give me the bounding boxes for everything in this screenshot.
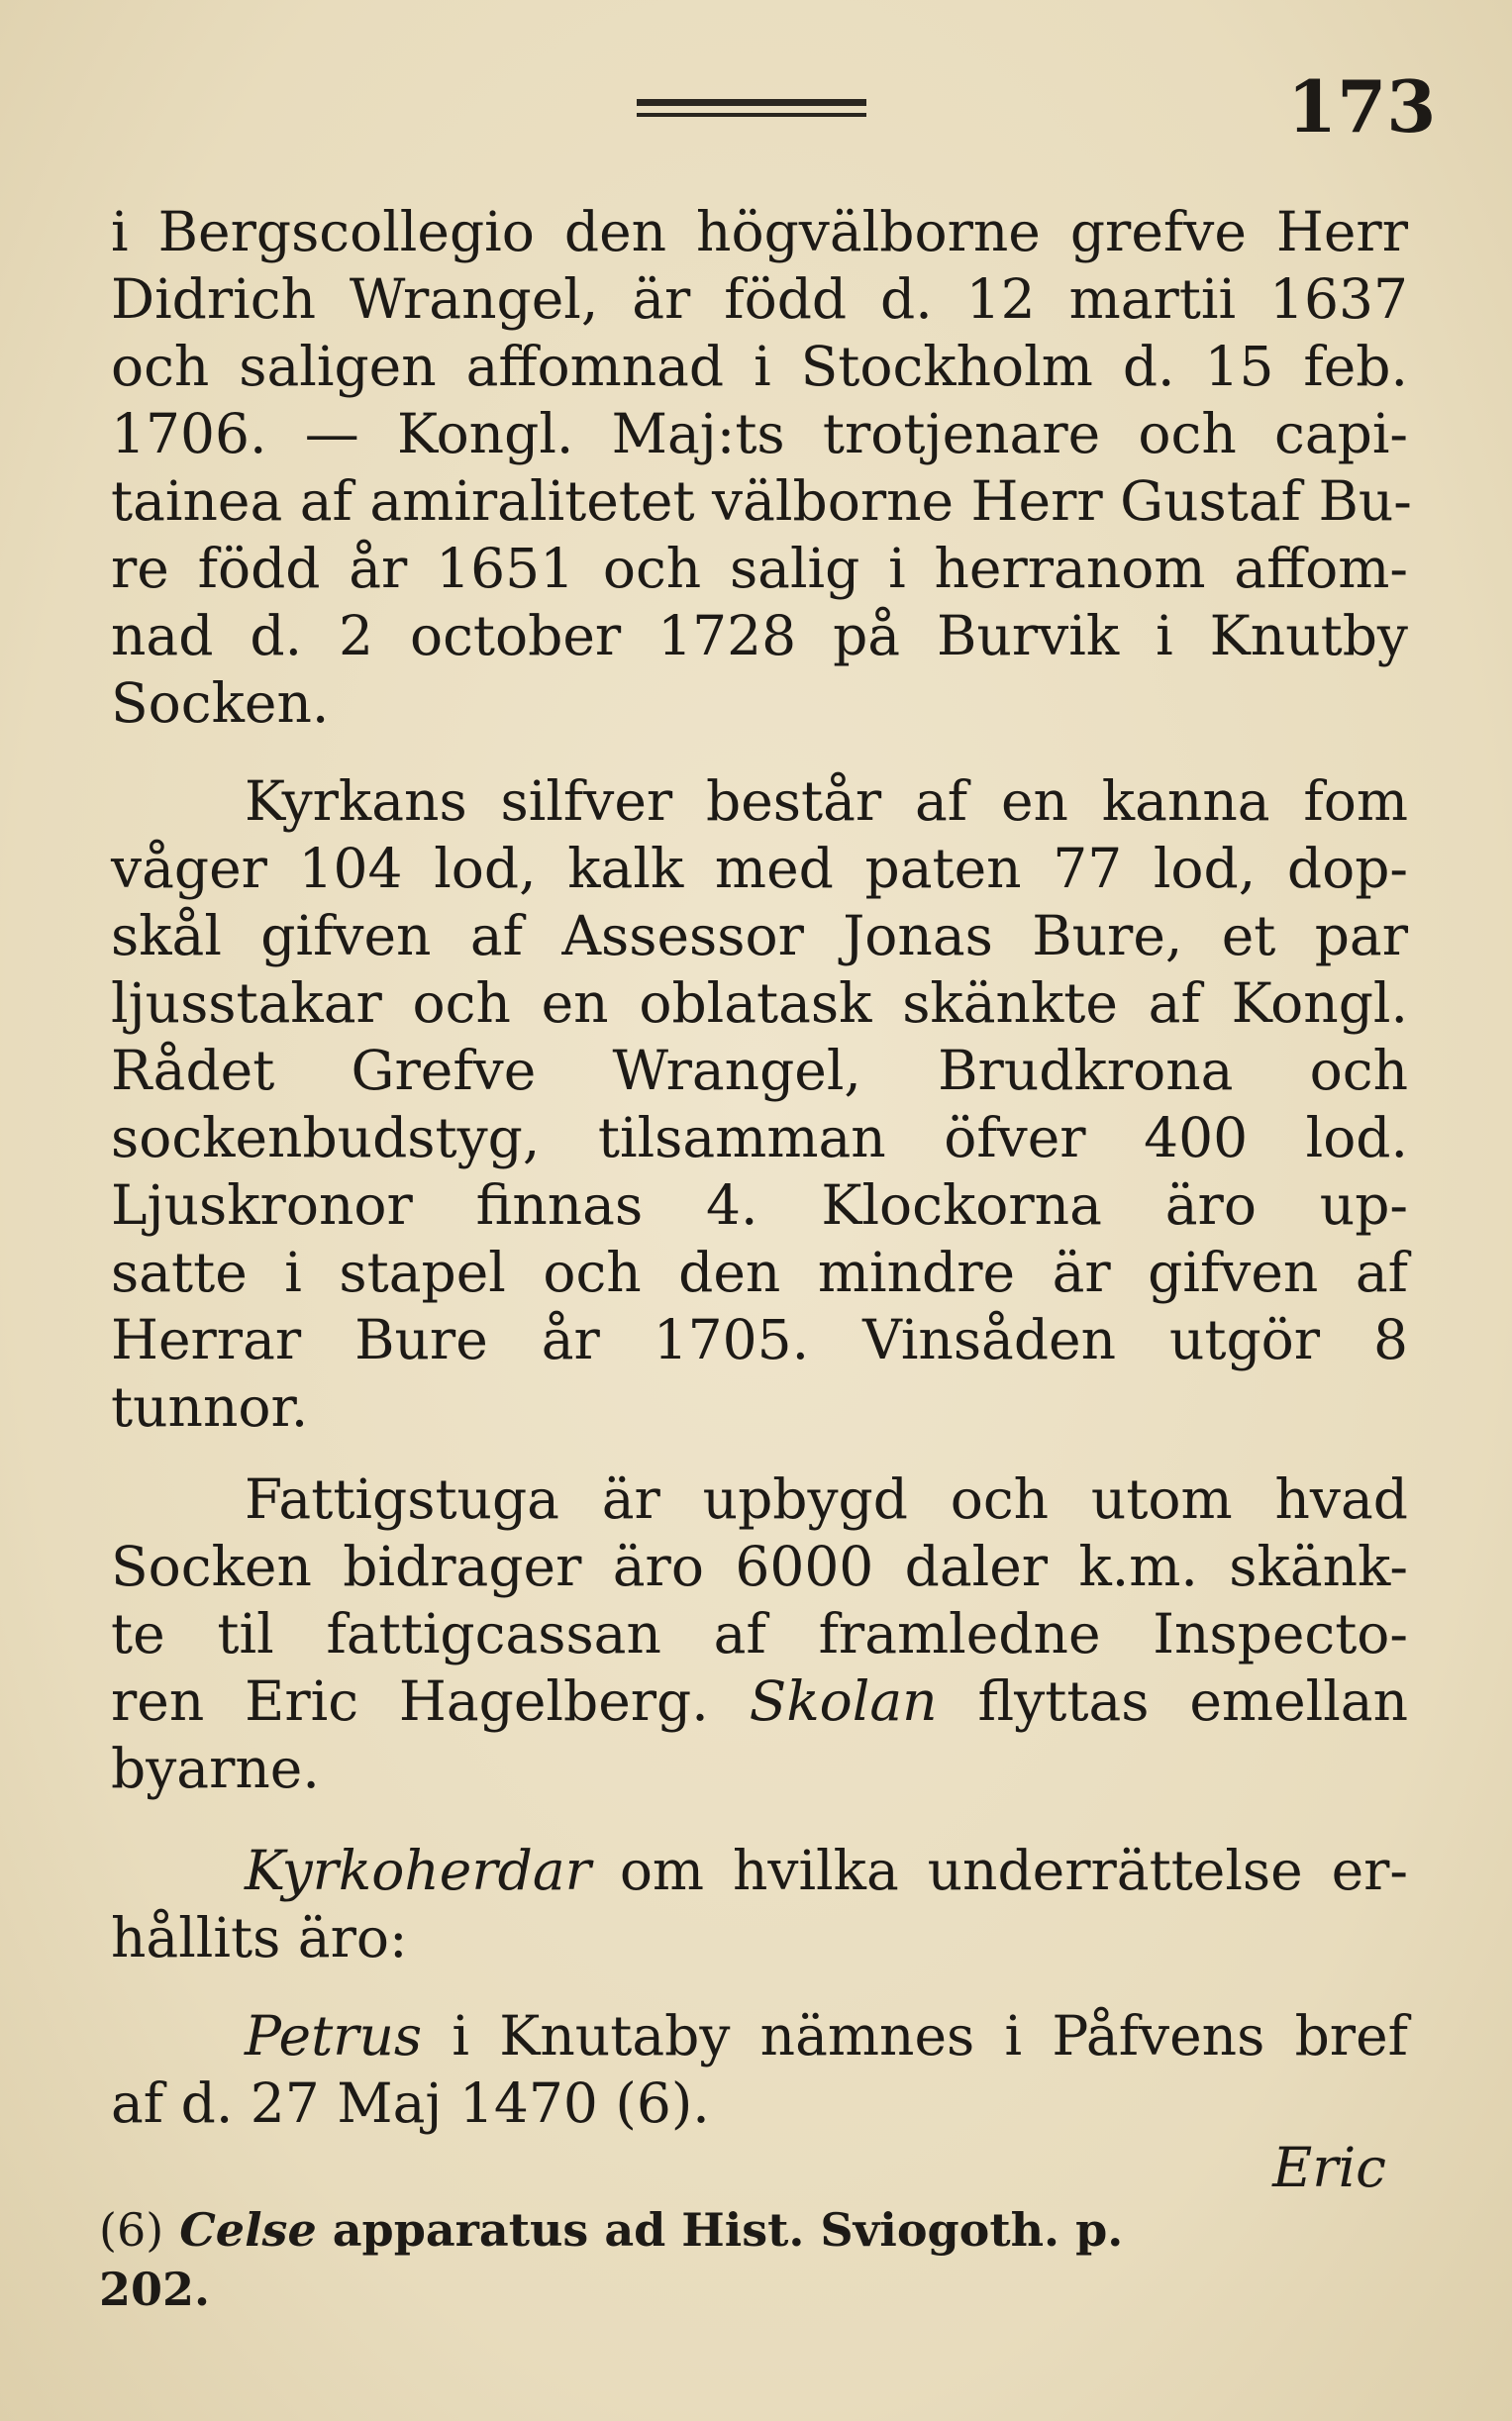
text-line: i Bergscollegio den högvälborne grefve Herr — [111, 200, 1408, 263]
italic-term: Petrus — [245, 2004, 423, 2068]
paragraph-1 — [111, 198, 1412, 737]
header-rule-thick — [637, 99, 866, 106]
text-line: af d. 27 Maj 1470 (6). — [111, 2071, 710, 2135]
footnote-text: apparatus ad Hist. Sviogoth. p. 202. — [99, 2203, 1124, 2316]
text-line: Herrar Bure år 1705. Vinsåden utgör 8 — [111, 1308, 1408, 1371]
paragraph-5 — [111, 2002, 1408, 2137]
footnote-ref: (6) — [99, 2203, 164, 2257]
italic-term: Kyrkoherdar — [245, 1839, 591, 1902]
header-rule-thin — [637, 113, 866, 117]
catchword: Eric — [1272, 2136, 1386, 2199]
paragraph-4 — [111, 1837, 1408, 1971]
header-rule — [637, 99, 866, 119]
text-line: 1706. — Kongl. Maj:ts trotjenare och capi- — [111, 402, 1408, 465]
text-line: tainea af amiralitetet välborne Herr Gustaf Bu- — [111, 469, 1412, 533]
italic-term: Skolan — [749, 1669, 938, 1733]
text-line: och saligen affomnad i Stockholm d. 15 feb. — [111, 335, 1408, 398]
text-line: hållits äro: — [111, 1906, 408, 1969]
text-line: Ljuskronor finnas 4. Klockorna äro up- — [111, 1173, 1408, 1237]
footnote — [99, 2200, 1188, 2319]
text-line: ljusstakar och en oblatask skänkte af Kongl. — [111, 971, 1408, 1035]
text-line: satte i stapel och den mindre är gifven af — [111, 1241, 1408, 1304]
page-number: 173 — [1287, 64, 1437, 149]
text-line: Socken. — [111, 671, 330, 735]
paragraph-3 — [111, 1465, 1408, 1802]
text-line: nad d. 2 october 1728 på Burvik i Knutby — [111, 604, 1408, 667]
text-line: sockenbudstyg, tilsamman öfver 400 lod. — [111, 1106, 1408, 1169]
text-line: Didrich Wrangel, är född d. 12 martii 1637 — [111, 267, 1408, 331]
text-line: byarne. — [111, 1737, 320, 1800]
text-line: re född år 1651 och salig i herranom affom- — [111, 537, 1408, 600]
text-line: Kyrkans silfver består af en kanna fom — [245, 769, 1408, 833]
text-line: ren Eric Hagelberg. Skolan flyttas emellan — [111, 1669, 1409, 1733]
footnote-author: Celse — [179, 2203, 317, 2257]
text-line: te til fattigcassan af framledne Inspecto- — [111, 1602, 1408, 1665]
text-line: Kyrkoherdar om hvilka underrättelse er- — [245, 1839, 1408, 1902]
text-line: våger 104 lod, kalk med paten 77 lod, dop- — [111, 837, 1408, 900]
text-line: tunnor. — [111, 1375, 309, 1439]
text-line: Rådet Grefve Wrangel, Brudkrona och — [111, 1039, 1408, 1102]
text-line: Petrus i Knutaby nämnes i Påfvens bref — [245, 2004, 1408, 2068]
paragraph-2 — [111, 767, 1408, 1441]
text-line: Fattigstuga är upbygd och utom hvad — [245, 1467, 1408, 1531]
text-line: Socken bidrager äro 6000 daler k.m. skänk- — [111, 1535, 1408, 1598]
text-line: skål gifven af Assessor Jonas Bure, et par — [111, 904, 1408, 967]
